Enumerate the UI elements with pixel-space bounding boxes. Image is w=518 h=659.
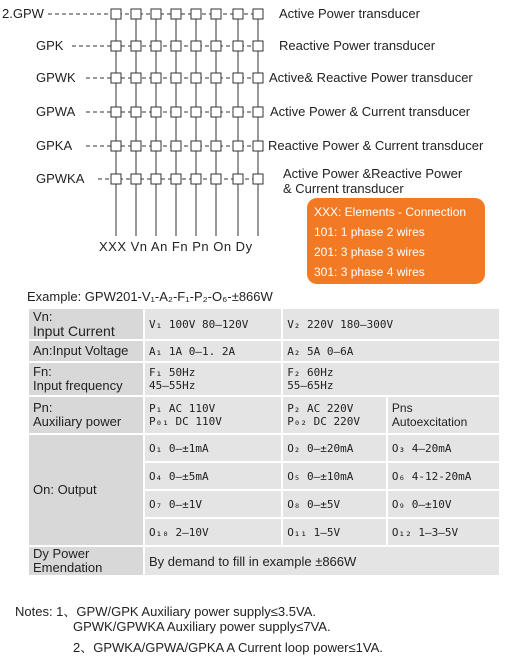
on-cell: O₈ 0–±5V bbox=[283, 491, 388, 517]
model-gpwa: GPWA bbox=[36, 104, 76, 119]
on-cell: O₁ 0–±1mA bbox=[145, 435, 283, 461]
legend-title: XXX: Elements - Connection bbox=[314, 205, 467, 219]
pn-cell-2: P₂ AC 220V P₀₂ DC 220V bbox=[283, 397, 388, 433]
on-cell: O₃ 4–20mA bbox=[388, 435, 501, 461]
fn-label: Fn: Input frequency bbox=[29, 363, 145, 395]
desc-gpwa: Active Power & Current transducer bbox=[270, 104, 471, 119]
pn-cell-3: Pns Autoexcitation bbox=[388, 397, 501, 433]
an-label: An:Input Voltage bbox=[29, 341, 145, 361]
note-1: Notes: 1、GPW/GPK Auxiliary power supply≤3.5VA. bbox=[15, 604, 316, 619]
desc-gpw: Active Power transducer bbox=[279, 6, 420, 21]
legend-item-301: 301: 3 phase 4 wires bbox=[314, 265, 425, 279]
example-code: Example: GPW201-V₁-A₂-F₁-P₂-O₆-±866W bbox=[27, 289, 273, 304]
model-gpw: 2.GPW bbox=[2, 6, 44, 21]
on-cell: O₅ 0–±10mA bbox=[283, 463, 388, 489]
desc-gpk: Reactive Power transducer bbox=[279, 38, 436, 53]
row-on-1 bbox=[29, 435, 501, 461]
fn-cell-2: F₂ 60Hz 55–65Hz bbox=[283, 363, 501, 395]
on-cell: O₄ 0–±5mA bbox=[145, 463, 283, 489]
model-gpwk: GPWK bbox=[36, 70, 76, 85]
code-labels: XXX Vn An Fn Pn On Dy bbox=[99, 239, 253, 254]
row-fn bbox=[29, 363, 501, 395]
pn-label: Pn: Auxiliary power bbox=[29, 397, 145, 433]
row-pn bbox=[29, 397, 501, 433]
an-cell-1: A₁ 1A 0–1. 2A bbox=[145, 341, 283, 361]
an-cell-2: A₂ 5A 0–6A bbox=[283, 341, 501, 361]
pn-cell-1: P₁ AC 110V P₀₁ DC 110V bbox=[145, 397, 283, 433]
on-cell: O₂ 0–±20mA bbox=[283, 435, 388, 461]
model-code-diagram bbox=[0, 0, 518, 290]
dy-cell: By demand to fill in example ±866W bbox=[145, 547, 501, 575]
on-label: On: Output bbox=[29, 435, 145, 545]
desc-gpwka-2: & Current transducer bbox=[283, 181, 404, 196]
note-2: 2、GPWKA/GPWA/GPKA A Current loop power≤1VA. bbox=[73, 640, 383, 655]
dy-label: Dy Power Emendation bbox=[29, 547, 145, 575]
connection-legend bbox=[307, 198, 485, 284]
on-cell: O₁₀ 2–10V bbox=[145, 519, 283, 545]
legend-item-101: 101: 1 phase 2 wires bbox=[314, 225, 425, 239]
vn-cell-1: V₁ 100V 80–120V bbox=[145, 309, 283, 339]
fn-cell-1: F₁ 50Hz 45–55Hz bbox=[145, 363, 283, 395]
model-gpka: GPKA bbox=[36, 138, 73, 153]
desc-gpwk: Active& Reactive Power transducer bbox=[269, 70, 473, 85]
vn-label: Vn: Input Current bbox=[29, 309, 145, 339]
spec-table bbox=[29, 307, 501, 577]
desc-gpka: Reactive Power & Current transducer bbox=[268, 138, 484, 153]
on-cell: O₆ 4-12-20mA bbox=[388, 463, 501, 489]
note-1b: GPWK/GPWKA Auxiliary power supply≤7VA. bbox=[73, 619, 331, 634]
on-cell: O₁₂ 1–3–5V bbox=[388, 519, 501, 545]
row-vn bbox=[29, 309, 501, 339]
row-an bbox=[29, 341, 501, 361]
model-gpwka: GPWKA bbox=[36, 171, 85, 186]
model-gpk: GPK bbox=[36, 38, 64, 53]
on-cell: O₇ 0–±1V bbox=[145, 491, 283, 517]
on-cell: O₁₁ 1–5V bbox=[283, 519, 388, 545]
row-dy bbox=[29, 547, 501, 575]
desc-gpwka-1: Active Power &Reactive Power bbox=[283, 166, 463, 181]
on-cell: O₉ 0–±10V bbox=[388, 491, 501, 517]
legend-item-201: 201: 3 phase 3 wires bbox=[314, 245, 425, 259]
vn-cell-2: V₂ 220V 180–300V bbox=[283, 309, 501, 339]
